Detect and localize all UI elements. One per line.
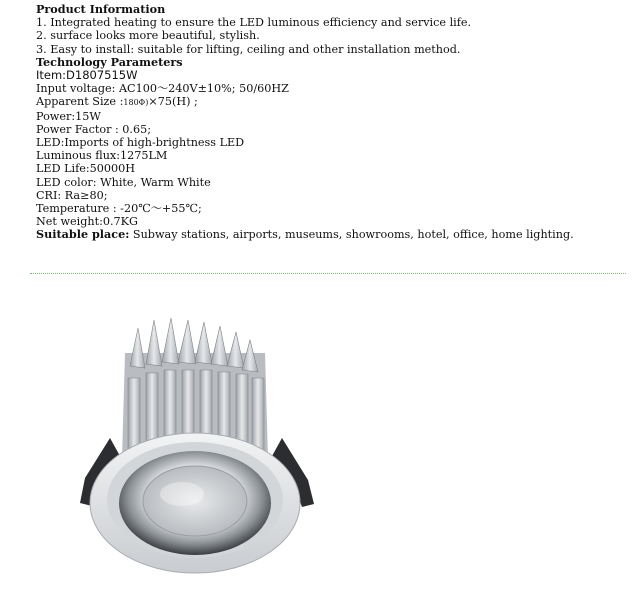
suitable-place <box>36 228 626 241</box>
suitable-place-text: Subway stations, airports, museums, showrooms, hotel, office, home lighting. <box>129 228 574 242</box>
technology-parameters-heading: Technology Parameters <box>36 54 183 69</box>
led-downlight-photo <box>70 318 320 583</box>
product-info-block <box>36 3 626 242</box>
cri: CRI: Ra≥80; <box>36 188 108 202</box>
item-code: Item:D1807515W <box>36 68 138 83</box>
apparent-size-label: Apparent Size : <box>36 95 124 109</box>
feature-2: 2. surface looks more beautiful, stylish. <box>36 29 260 43</box>
input-voltage: Input voltage: AC100～240V±10%; 50/60HZ <box>36 82 289 96</box>
power: Power:15W <box>36 109 101 123</box>
net-weight: Net weight:0.7KG <box>36 215 138 229</box>
product-information-heading: Product Information <box>36 2 166 16</box>
temperature: Temperature : -20℃～+55℃; <box>36 202 202 216</box>
power-factor: Power Factor : 0.65; <box>36 122 151 136</box>
dotted-divider <box>30 273 626 274</box>
feature-3: 3. Easy to install: suitable for lifting, ceiling and other installation method. <box>36 42 461 56</box>
led-color: LED color: White, Warm White <box>36 175 211 189</box>
suitable-place-label: Suitable place: <box>36 227 130 242</box>
led-life: LED Life:50000H <box>36 162 136 176</box>
feature-1: 1. Integrated heating to ensure the LED luminous efficiency and service life. <box>36 16 472 30</box>
apparent-size-diameter: 180Φ) <box>123 98 149 108</box>
apparent-size <box>36 95 626 109</box>
luminous-flux: Luminous flux:1275LM <box>36 149 168 163</box>
apparent-size-height: ×75(H) ; <box>148 95 198 109</box>
led-source: LED:Imports of high-brightness LED <box>36 136 245 150</box>
